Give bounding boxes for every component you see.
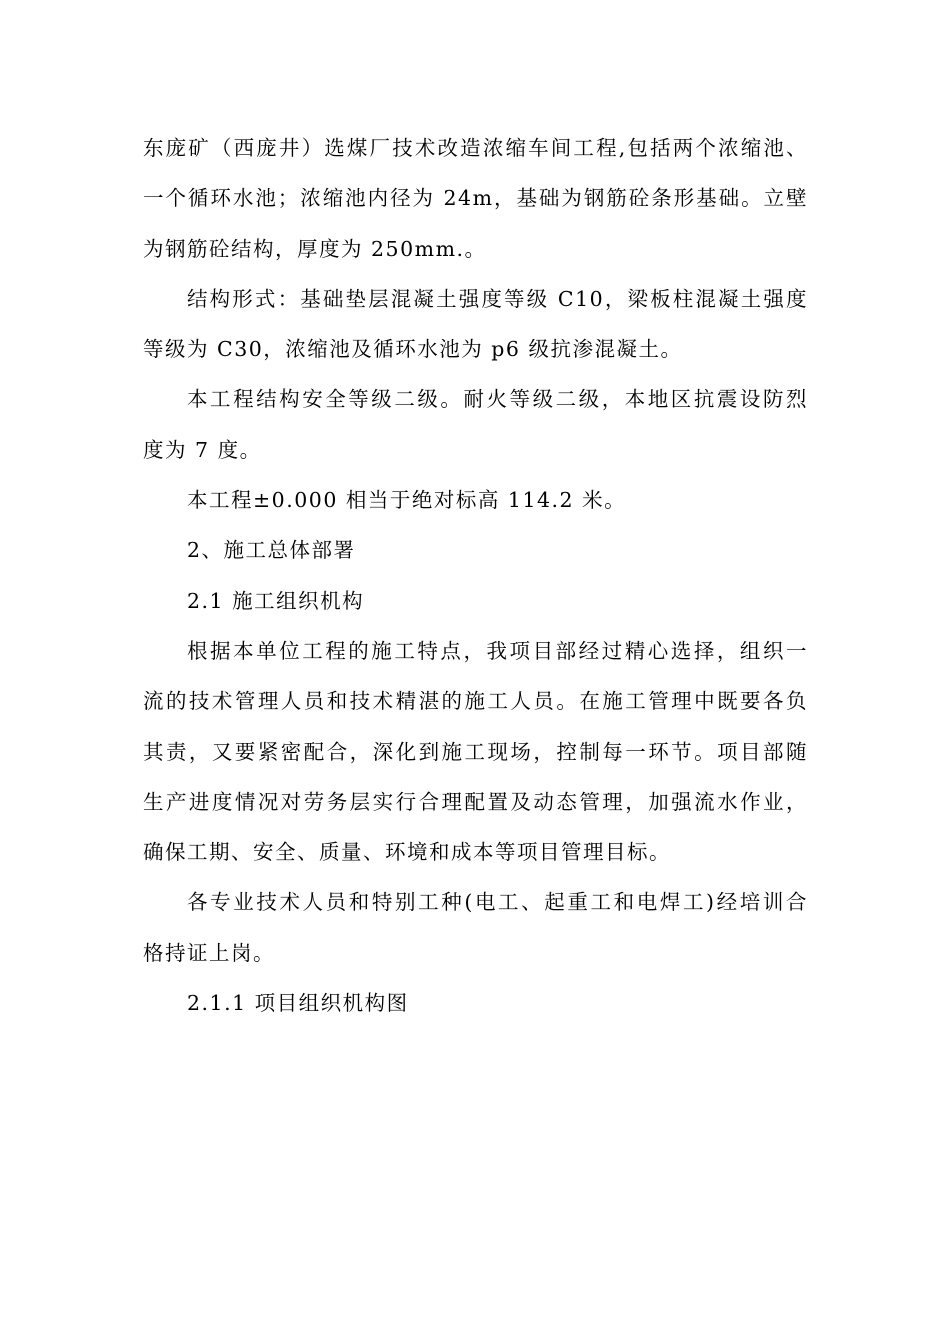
subsection-heading: 2.1.1 项目组织机构图 bbox=[187, 991, 409, 1016]
text-line: 一个循环水池；浓缩池内径为 24m，基础为钢筋砼条形基础。立壁 bbox=[143, 186, 808, 211]
text-line: 格持证上岗。 bbox=[143, 940, 275, 965]
text-line: 度为 7 度。 bbox=[143, 437, 262, 462]
text-line: 本工程结构安全等级二级。耐火等级二级，本地区抗震设防烈 bbox=[187, 387, 808, 412]
text-line: 为钢筋砼结构，厚度为 250mm.。 bbox=[143, 236, 487, 261]
text-line: 等级为 C30，浓缩池及循环水池为 p6 级抗渗混凝土。 bbox=[143, 337, 683, 362]
text-line: 其责，又要紧密配合，深化到施工现场，控制每一环节。项目部随 bbox=[143, 739, 808, 764]
text-line: 确保工期、安全、质量、环境和成本等项目管理目标。 bbox=[143, 840, 671, 865]
document-body bbox=[143, 123, 808, 1028]
section-heading: 2、施工总体部署 bbox=[187, 538, 356, 563]
text-line: 东庞矿（西庞井）选煤厂技术改造浓缩车间工程,包括两个浓缩池、 bbox=[143, 136, 808, 160]
text-line: 各专业技术人员和特别工种(电工、起重工和电焊工)经培训合 bbox=[187, 890, 808, 915]
subsection-heading: 2.1 施工组织机构 bbox=[187, 588, 365, 613]
text-line: 根据本单位工程的施工特点，我项目部经过精心选择，组织一 bbox=[187, 638, 808, 663]
text-line: 本工程±0.000 相当于绝对标高 114.2 米。 bbox=[187, 488, 627, 513]
text-line: 生产进度情况对劳务层实行合理配置及动态管理，加强流水作业， bbox=[143, 789, 808, 814]
text-line: 结构形式：基础垫层混凝土强度等级 C10，梁板柱混凝土强度 bbox=[187, 286, 808, 311]
text-line: 流的技术管理人员和技术精湛的施工人员。在施工管理中既要各负 bbox=[143, 689, 808, 714]
